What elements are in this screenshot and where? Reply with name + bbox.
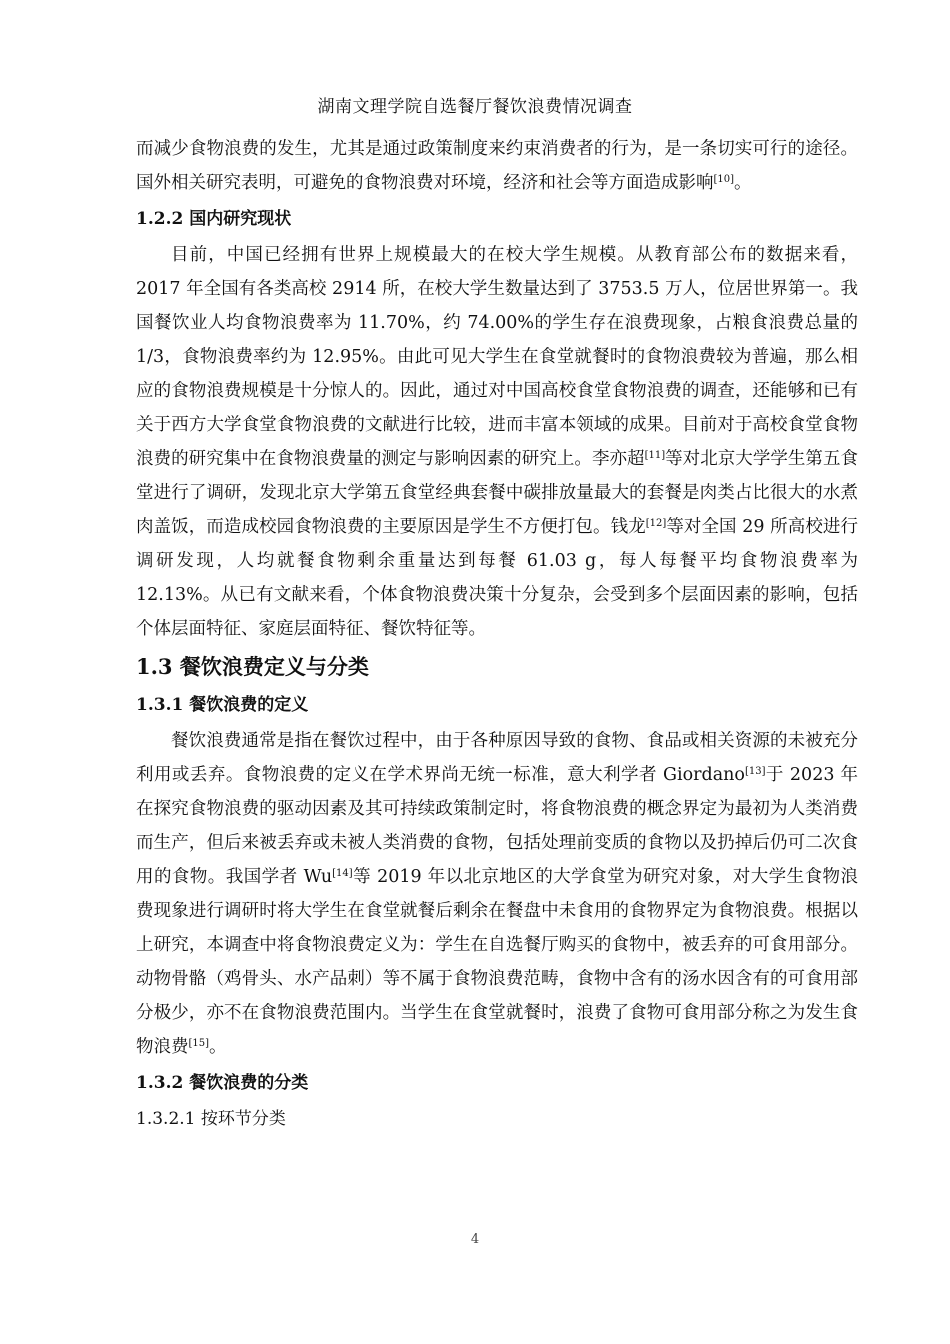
paragraph-domestic-research (136, 238, 858, 646)
citation-ref: [12] (645, 518, 667, 529)
section-heading-1-2-2: 1.2.2 国内研究现状 (136, 209, 292, 229)
paragraph-continuation (136, 132, 858, 200)
body-text (136, 132, 858, 1136)
paragraph-text: 。 (734, 173, 752, 193)
citation-ref: [10] (713, 174, 735, 185)
section-heading-1-3-1: 1.3.1 餐饮浪费的定义 (136, 695, 309, 715)
paragraph-text: 于 2023 年在探究食物浪费的驱动因素及其可持续政策制定时，将食物浪费的概念界定为最初为人类消费而生产，但后来被丢弃或未被人类消费的食物，包括处理前变质的食物以及扔掉后仍可二次食用的食物。我国学者 Wu (136, 765, 858, 887)
paragraph-text: 。 (209, 1037, 227, 1057)
section-heading-1-3: 1.3 餐饮浪费定义与分类 (136, 654, 369, 679)
paragraph-definition (136, 724, 858, 1064)
paragraph-text: 餐饮浪费通常是指在餐饮过程中，由于各种原因导致的食物、食品或相关资源的未被充分利用或丢弃。食物浪费的定义在学术界尚无统一标准，意大利学者 Giordano (136, 731, 858, 785)
citation-ref: [11] (644, 450, 666, 461)
paragraph-text: 目前，中国已经拥有世界上规模最大的在校大学生规模。从教育部公布的数据来看，2017 年全国有各类高校 2914 所，在校大学生数量达到了 3753.5 万人，位居世界第一。我国餐饮业人均食物浪费率为 11.70%，约 74.00%的学生存在浪费现象，占粮食浪费总量的 1/3，食物浪费率约为 12.95%。由此可见大学生在食堂就餐时的食物浪费较为普遍，那么相应的食物浪费规模是十分惊人的。因此，通过对中国高校食堂食物浪费的调查，还能够和已有关于西方大学食堂食物浪费的文献进行比较，进而丰富本领域的成果。目前对于高校食堂食物浪费的研究集中在食物浪费量的测定与影响因素的研究上。李亦超 (136, 245, 858, 469)
citation-ref: [13] (744, 766, 766, 777)
page-number: 4 (470, 1232, 480, 1247)
running-header: 湖南文理学院自选餐厅餐饮浪费情况调查 (317, 97, 633, 117)
section-heading-1-3-2: 1.3.2 餐饮浪费的分类 (136, 1073, 309, 1093)
paragraph-text: 等对全国 29 所高校进行调研发现，人均就餐食物剩余重量达到每餐 61.03 g，每人每餐平均食物浪费率为 12.13%。从已有文献来看，个体食物浪费决策十分复杂，会受到多个层面因素的影响，包括个体层面特征、家庭层面特征、餐饮特征等。 (136, 517, 858, 639)
paragraph-text: 等 2019 年以北京地区的大学食堂为研究对象，对大学生食物浪费现象进行调研时将大学生在食堂就餐后剩余在餐盘中未食用的食物界定为食物浪费。根据以上研究，本调查中将食物浪费定义为：学生在自选餐厅购买的食物中，被丢弃的可食用部分。动物骨骼（鸡骨头、水产品刺）等不属于食物浪费范畴，食物中含有的汤水因含有的可食用部分极少，亦不在食物浪费范围内。当学生在食堂就餐时，浪费了食物可食用部分称之为发生食物浪费 (136, 867, 858, 1057)
paragraph-text: 而减少食物浪费的发生，尤其是通过政策制度来约束消费者的行为，是一条切实可行的途径。国外相关研究表明，可避免的食物浪费对环境，经济和社会等方面造成影响 (136, 139, 858, 193)
citation-ref: [15] (188, 1038, 210, 1049)
citation-ref: [14] (332, 868, 353, 879)
paragraph-text: 等对北京大学学生第五食堂进行了调研，发现北京大学第五食堂经典套餐中碳排放量最大的套餐是肉类占比很大的水煮肉盖饭，而造成校园食物浪费的主要原因是学生不方便打包。钱龙 (136, 449, 858, 537)
section-heading-1-3-2-1: 1.3.2.1 按环节分类 (136, 1109, 286, 1129)
